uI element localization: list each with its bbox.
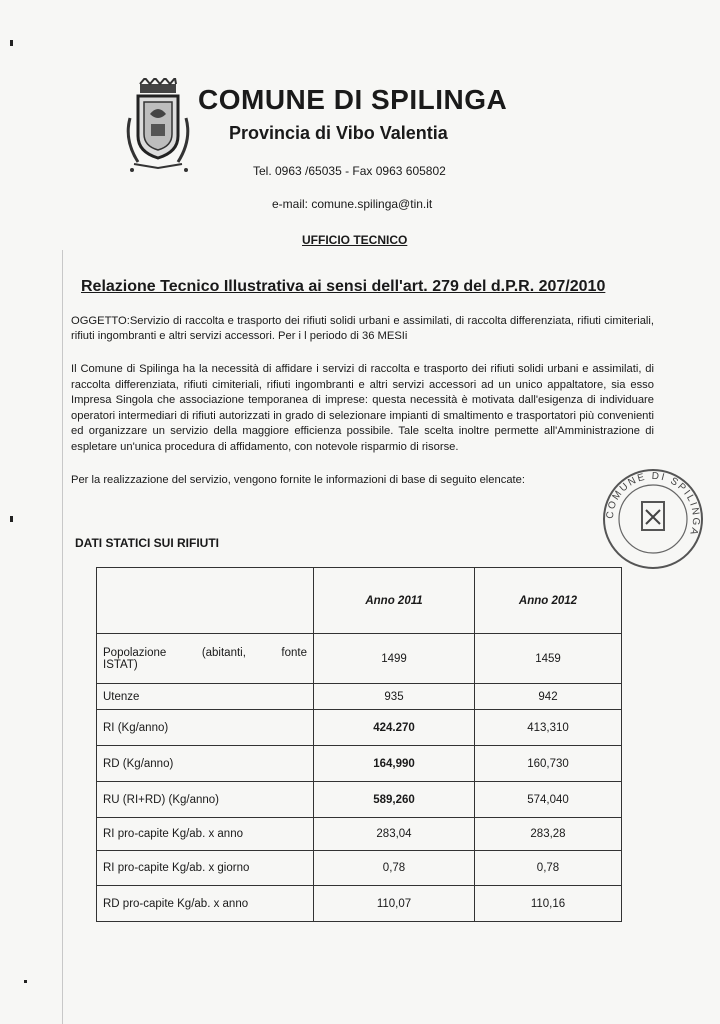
population-label-line — [103, 647, 307, 659]
cell-2011: 283,04 — [314, 818, 475, 851]
province-name: Provincia di Vibo Valentia — [229, 123, 448, 143]
row-label — [97, 634, 314, 684]
stamp-text: COMUNE DI SPILINGA — [604, 470, 702, 538]
cell-2011: 0,78 — [314, 851, 475, 886]
svg-text:COMUNE DI SPILINGA — [605, 471, 701, 538]
row-label: RI (Kg/anno) — [97, 710, 314, 746]
cell-2011: 424.270 — [314, 710, 475, 746]
waste-data-table — [96, 567, 622, 922]
table-header-cell: Anno 2011 — [314, 568, 475, 634]
scan-mark — [10, 40, 13, 46]
report-title: Relazione Tecnico Illustrativa ai sensi dell'art. 279 del d.P.R. 207/2010 — [81, 278, 606, 295]
table-row — [97, 851, 622, 886]
cell-2012: 413,310 — [475, 710, 622, 746]
table-header-cell: Anno 2012 — [475, 568, 622, 634]
cell-2011: 1499 — [314, 634, 475, 684]
cell-2011: 589,260 — [314, 782, 475, 818]
label-part: ISTAT) — [103, 658, 138, 671]
table-row — [97, 710, 622, 746]
table-header-cell — [97, 568, 314, 634]
label-part: Popolazione — [103, 646, 167, 659]
contact-phone-fax: Tel. 0963 /65035 - Fax 0963 605802 — [253, 164, 446, 178]
info-line: Per la realizzazione del servizio, vengono fornite le informazioni di base di seguito elencate: — [71, 474, 525, 486]
table-row — [97, 634, 622, 684]
cell-2011: 110,07 — [314, 886, 475, 922]
row-label: RU (RI+RD) (Kg/anno) — [97, 782, 314, 818]
table-row — [97, 818, 622, 851]
row-label: RI pro-capite Kg/ab. x giorno — [97, 851, 314, 886]
label-part: fonte — [281, 646, 307, 659]
cell-2011: 164,990 — [314, 746, 475, 782]
cell-2012: 283,28 — [475, 818, 622, 851]
section-title: DATI STATICI SUI RIFIUTI — [75, 536, 219, 550]
table-header-row — [97, 568, 622, 634]
scan-mark — [10, 516, 13, 522]
row-label: RD (Kg/anno) — [97, 746, 314, 782]
cell-2011: 935 — [314, 684, 475, 710]
scan-edge-line — [62, 250, 63, 1024]
row-label: Utenze — [97, 684, 314, 710]
table-row — [97, 746, 622, 782]
table-row — [97, 684, 622, 710]
municipality-title: COMUNE DI SPILINGA — [198, 84, 508, 115]
cell-2012: 110,16 — [475, 886, 622, 922]
cell-2012: 942 — [475, 684, 622, 710]
cell-2012: 1459 — [475, 634, 622, 684]
cell-2012: 160,730 — [475, 746, 622, 782]
cell-2012: 0,78 — [475, 851, 622, 886]
table-row — [97, 886, 622, 922]
cell-2012: 574,040 — [475, 782, 622, 818]
body-paragraph: Il Comune di Spilinga ha la necessità di affidare i servizi di raccolta e trasporto dei rifiuti solidi urbani e assimilati, di raccolta differenziata, rifiuti cimiteriali, rifiuti ingombranti e altri servizi accessori ad un unico appaltatore, sia esso Impresa Singola che associazione temporanea di imprese: questa necessità è motivata dall'esigenza di individuare operatori intermediari di rifiuti autorizzati in grado di selezionare impianti di smaltimento e trasportatori più convenienti ed organizzare un servizio della maggiore efficienza possibile. Tale scelta inoltre permette all'Amministrazione di espletare un'unica procedura di affidamento, con notevole risparmio di risorse. — [71, 363, 654, 453]
row-label: RD pro-capite Kg/ab. x anno — [97, 886, 314, 922]
row-label: RI pro-capite Kg/ab. x anno — [97, 818, 314, 851]
label-part: (abitanti, — [201, 646, 246, 659]
stamp-emblem-icon — [642, 502, 664, 530]
scan-mark — [24, 980, 27, 983]
table-row — [97, 782, 622, 818]
contact-email: e-mail: comune.spilinga@tin.it — [272, 197, 433, 211]
municipal-stamp — [598, 466, 708, 572]
office-name: UFFICIO TECNICO — [302, 233, 408, 247]
subject-paragraph: OGGETTO:Servizio di raccolta e trasporto dei rifiuti solidi urbani e assimilati, di raccolta differenziata, rifiuti cimiteriali, rifiuti ingombranti e altri servizi accessori. Per i l periodo di 36 MESIi — [71, 315, 654, 342]
municipal-crest-icon — [120, 78, 198, 176]
